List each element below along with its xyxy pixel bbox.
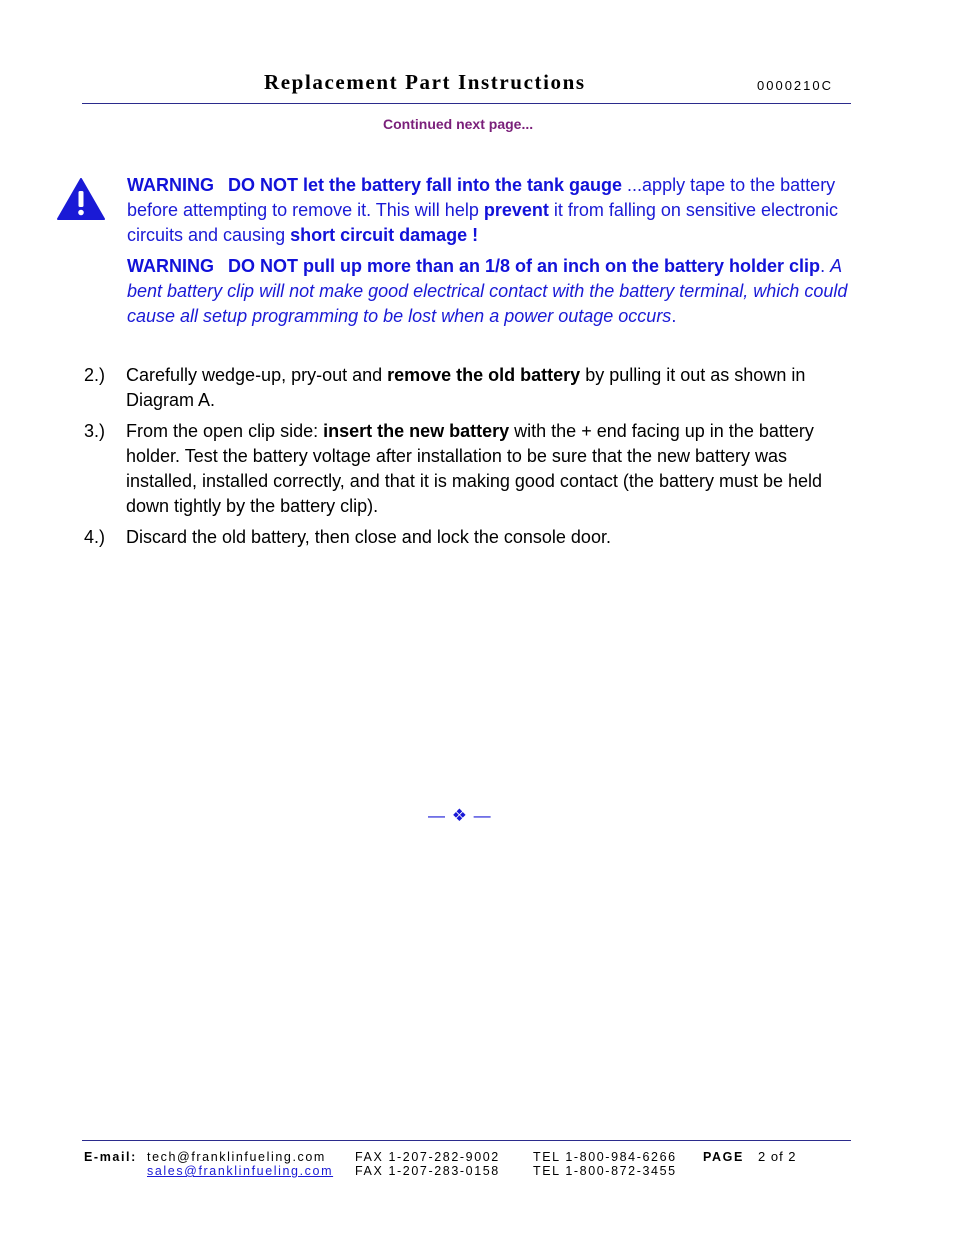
step-number: 4.)	[84, 527, 106, 547]
step-item	[84, 525, 854, 550]
header-divider	[82, 103, 851, 104]
warning-italic-text: A bent battery clip will not make good electrical contact with the battery terminal, which could cause all setup programming to be lost when a power outage occurs	[127, 256, 848, 326]
step-text: Carefully wedge-up, pry-out and	[126, 365, 388, 385]
email-sales-link[interactable]	[147, 1164, 333, 1178]
warning-lead: DO NOT pull up more than an 1/8 of an inch on the battery holder clip	[228, 256, 821, 276]
warning-text: it from falling on sensitive electronic circuits and causing	[127, 200, 838, 245]
step-emphasis: remove the old battery	[387, 365, 581, 385]
footer-divider	[82, 1140, 851, 1141]
instruction-steps	[84, 363, 854, 556]
page-number: 2 of 2	[758, 1149, 797, 1164]
step-number: 2.)	[84, 365, 106, 385]
warning-lead: DO NOT let the battery fall into the tank gauge	[228, 175, 623, 195]
fax-number-1: FAX 1-207-282-9002	[355, 1150, 500, 1164]
tel-number-1: TEL 1-800-984-6266	[533, 1150, 677, 1164]
email-label: E-mail:	[84, 1150, 137, 1164]
step-text: Discard the old battery, then close and lock the console door.	[126, 527, 611, 547]
warning-emphasis: prevent	[483, 200, 549, 220]
step-number: 3.)	[84, 421, 106, 441]
page-label: PAGE	[703, 1150, 744, 1164]
warning-text: .	[671, 306, 677, 326]
step-emphasis: insert the new battery	[323, 421, 510, 441]
warning-battery-clip	[127, 254, 853, 329]
warning-text: .	[820, 256, 831, 276]
step-text: From the open clip side:	[126, 421, 324, 441]
email-tech: tech@franklinfueling.com	[147, 1150, 326, 1164]
continued-note: Continued next page...	[383, 116, 534, 132]
warning-emphasis: short circuit damage !	[290, 225, 479, 245]
section-end-ornament: — ❖ —	[428, 806, 492, 825]
email-sales-anchor[interactable]: sales@franklinfueling.com	[147, 1164, 334, 1178]
warning-battery-fall	[127, 173, 853, 248]
warning-text: ...apply tape to the battery before attempting to remove it. This will help	[127, 175, 836, 220]
page-title: Replacement Part Instructions	[264, 70, 586, 94]
step-item	[84, 363, 854, 413]
warning-label: WARNING	[127, 175, 214, 195]
step-text: by pulling it out as shown in Diagram A.	[126, 365, 806, 410]
warning-icon	[57, 178, 105, 220]
warning-label: WARNING	[127, 256, 214, 276]
step-item	[84, 419, 854, 519]
step-text: with the + end facing up in the battery holder. Test the battery voltage after installation to be sure that the new battery was installed, installed correctly, and that it is making good contact (the battery must be held down tightly by the battery clip).	[126, 421, 823, 516]
document-number: 0000210C	[757, 78, 833, 93]
fax-number-2: FAX 1-207-283-0158	[355, 1164, 500, 1178]
tel-number-2: TEL 1-800-872-3455	[533, 1164, 677, 1178]
